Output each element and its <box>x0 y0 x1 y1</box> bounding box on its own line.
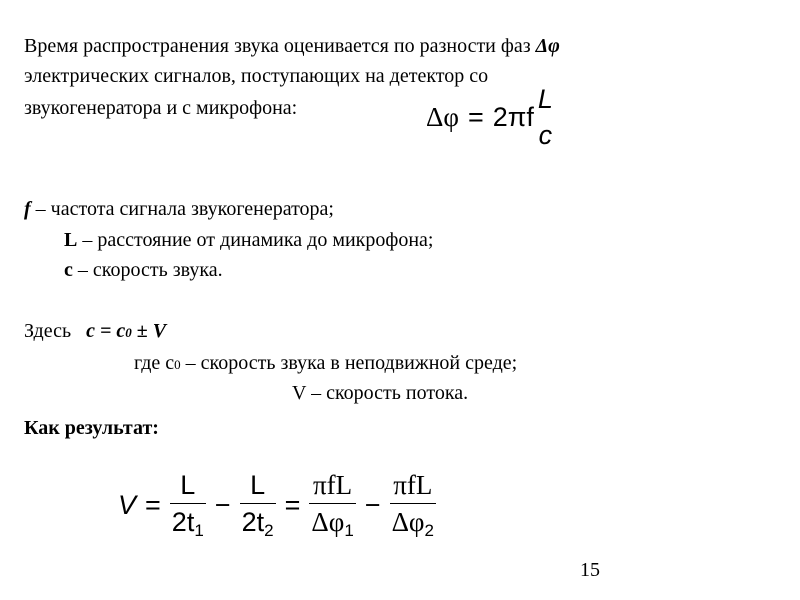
formula2-term3-num: πfL <box>309 472 355 504</box>
where-v-line: V – скорость потока. <box>292 382 469 404</box>
definition-c <box>64 258 223 282</box>
page-number: 15 <box>580 559 600 581</box>
here-formula <box>86 320 166 342</box>
here-formula-rest: ± V <box>131 320 167 342</box>
here-formula-c: c = c <box>86 320 126 342</box>
where-c0-prefix: где с <box>134 352 175 374</box>
formula2-term1-den-text: 2t <box>171 507 195 537</box>
definition-l-text: – расстояние от динамика до микрофона; <box>77 229 434 251</box>
result-label: Как результат: <box>24 417 159 439</box>
formula1-denominator: c <box>538 120 553 150</box>
formula2-term2-den-text: 2t <box>241 507 265 537</box>
formula2-minus-1: − <box>214 490 231 520</box>
formula1-lhs: Δφ <box>426 102 459 132</box>
formula1-coef: 2πf <box>492 102 534 132</box>
formula2-term4-den-text: Δφ <box>391 507 425 537</box>
formula2-term1-den <box>170 504 206 539</box>
formula2-term2-num: L <box>240 472 276 504</box>
formula2-minus-2: − <box>364 490 381 520</box>
formula2-term1-den-sub: 1 <box>194 521 204 540</box>
formula2-term3-den-text: Δφ <box>311 507 345 537</box>
definition-f-text: – частота сигнала звукогенератора; <box>30 198 334 220</box>
formula2-term2-den-sub: 2 <box>264 521 274 540</box>
intro-line-2: электрических сигналов, поступающих на детектор со <box>24 65 489 87</box>
here-label: Здесь <box>24 320 87 342</box>
formula2-lhs: V <box>118 490 137 520</box>
formula2-term4-den-sub: 2 <box>424 521 434 540</box>
formula2-term4-den <box>390 504 436 539</box>
phase-difference-formula <box>426 86 555 149</box>
where-c0-line <box>134 351 517 377</box>
formula2-term3 <box>309 472 355 539</box>
delta-phi-symbol: Δφ <box>535 35 560 57</box>
definition-l <box>64 228 434 252</box>
formula2-term1 <box>170 472 206 539</box>
here-formula-sub0: 0 <box>125 325 132 340</box>
where-c0-sub: 0 <box>174 357 181 372</box>
intro-line-3: звукогенератора и с микрофона: <box>24 97 298 119</box>
formula1-numerator: L <box>537 84 553 114</box>
formula2-term2-den <box>240 504 276 539</box>
formula2-term3-den <box>309 504 355 539</box>
formula2-term1-num: L <box>170 472 206 504</box>
formula1-equals: = <box>467 102 484 132</box>
formula2-equals-2: = <box>284 490 301 520</box>
definition-f <box>24 197 334 221</box>
formula2-term4-num: πfL <box>390 472 436 504</box>
definition-f-symbol: f <box>24 198 31 220</box>
formula1-fraction <box>536 86 555 149</box>
formula2-equals-1: = <box>145 490 161 520</box>
where-c0-text: – скорость звука в неподвижной среде; <box>180 352 518 374</box>
formula2-term2 <box>240 472 276 539</box>
definition-c-symbol: c <box>64 259 73 281</box>
intro-line-1 <box>24 34 560 58</box>
intro-text-1: Время распространения звука оценивается по разности фаз <box>24 35 536 57</box>
formula2-term3-den-sub: 1 <box>344 521 354 540</box>
definition-c-text: – скорость звука. <box>72 259 223 281</box>
velocity-formula <box>118 472 436 539</box>
here-line <box>24 319 166 345</box>
definition-l-symbol: L <box>64 229 78 251</box>
formula2-term4 <box>390 472 436 539</box>
